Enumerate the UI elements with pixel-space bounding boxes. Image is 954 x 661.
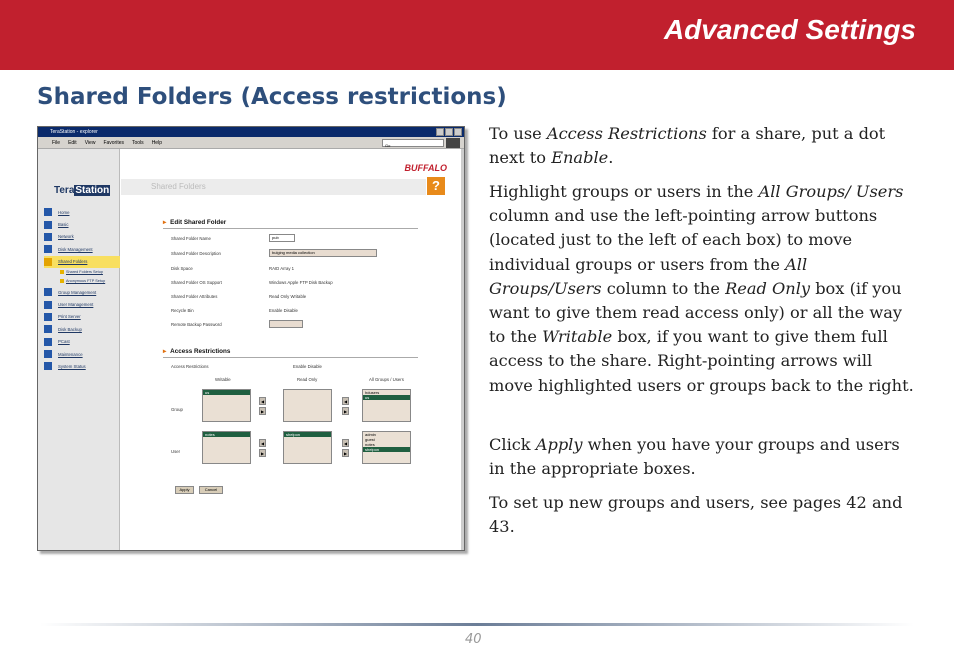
move-left-arrow: ◀ bbox=[260, 399, 265, 404]
folder-description-label: Shared Folder Description bbox=[171, 251, 221, 256]
instruction-paragraph-2 bbox=[489, 180, 919, 398]
group-read-only-list bbox=[283, 389, 332, 422]
move-right-arrow: ▶ bbox=[260, 409, 265, 414]
list-item: us bbox=[363, 395, 410, 400]
menu-edit: Edit bbox=[68, 140, 77, 146]
folder-name-label: Shared Folder Name bbox=[171, 236, 211, 241]
menu-file: File bbox=[52, 140, 61, 146]
text-italic: Read Only bbox=[725, 278, 811, 298]
disk-space-value: RAID Array 1 bbox=[269, 266, 295, 271]
menu-help: Help bbox=[151, 140, 162, 146]
sidebar-item-label: User Management bbox=[58, 302, 94, 308]
group-row-label: Group bbox=[171, 407, 183, 412]
sidebar-item bbox=[44, 243, 120, 255]
text: column and use the left-pointing arrow buttons (located just to the left of each box) to move individual groups or users from the bbox=[489, 206, 878, 274]
nav-icon bbox=[60, 270, 64, 274]
recycle-bin-options: Enable Disable bbox=[269, 308, 298, 313]
go-button bbox=[446, 138, 460, 148]
text-italic: All Groups/Users bbox=[489, 254, 808, 298]
go-label: Go bbox=[385, 143, 391, 148]
remote-backup-password-label: Remote Backup Password bbox=[171, 322, 222, 327]
text-italic: Access Restrictions bbox=[546, 124, 707, 143]
sidebar-item-label: System Status bbox=[58, 363, 86, 369]
apply-button: Apply bbox=[175, 486, 194, 494]
footer-divider bbox=[40, 623, 914, 626]
text: when you have your groups and users in the appropriate boxes. bbox=[489, 435, 900, 479]
user-row-label: User bbox=[171, 449, 181, 454]
menu-tools: Tools bbox=[132, 140, 144, 146]
window-title: TeraStation - explorer bbox=[50, 129, 98, 135]
sidebar-item bbox=[44, 268, 120, 277]
sidebar-nav-list bbox=[44, 206, 120, 373]
sidebar-item-label: Shared Folders Setup bbox=[66, 270, 103, 275]
move-left-arrow: ◀ bbox=[343, 399, 348, 404]
all-groups-users-column-header: All Groups / Users bbox=[369, 377, 404, 382]
text: box, if you want to give them full access to the share. Right-pointing arrows will move highlighted users or groups back to the right. bbox=[489, 327, 914, 395]
sidebar-item bbox=[44, 286, 120, 298]
nav-icon bbox=[44, 338, 52, 346]
help-icon: ? bbox=[427, 177, 445, 195]
menu-favorites: Favorites bbox=[103, 140, 124, 146]
sidebar-item bbox=[44, 360, 120, 372]
group-all-list bbox=[362, 389, 411, 422]
list-item: hdusers bbox=[365, 390, 380, 395]
folder-name-field: pub bbox=[269, 234, 295, 242]
instruction-paragraph-4: To set up new groups and users, see pages 42 and 43. bbox=[489, 493, 903, 537]
list-item: shelpon bbox=[284, 432, 331, 437]
list-item: notes bbox=[365, 442, 375, 447]
sidebar-item bbox=[44, 218, 120, 230]
folder-description-field: bulging media collection bbox=[269, 249, 377, 257]
nav-icon bbox=[44, 288, 52, 296]
text: box (if you want to give them read access only) or all the way to the bbox=[489, 278, 903, 347]
move-right-arrow: ▶ bbox=[343, 409, 348, 414]
move-left-arrow: ◀ bbox=[260, 441, 265, 446]
list-item: notes bbox=[203, 432, 250, 437]
sidebar-item bbox=[44, 256, 120, 268]
edit-shared-folder-heading: ▸ Edit Shared Folder bbox=[163, 219, 226, 226]
list-item: shelpon bbox=[363, 447, 410, 452]
nav-icon bbox=[44, 313, 52, 321]
minimize-icon bbox=[436, 128, 444, 136]
list-item: admin bbox=[365, 432, 376, 437]
writable-column-header: Writable bbox=[215, 377, 231, 382]
instruction-paragraph-1 bbox=[489, 122, 919, 170]
sidebar-item-label: Disk Management bbox=[58, 246, 93, 252]
logo-suffix: Station bbox=[75, 185, 110, 196]
sidebar-item bbox=[44, 277, 120, 286]
section-divider bbox=[163, 228, 418, 229]
user-all-list bbox=[362, 431, 411, 464]
text-italic: All Groups/ Users bbox=[758, 182, 904, 201]
close-icon bbox=[454, 128, 462, 136]
user-read-only-list bbox=[283, 431, 332, 464]
nav-icon bbox=[44, 350, 52, 358]
sidebar-item-label: Disk Backup bbox=[58, 326, 82, 332]
list-item: us bbox=[203, 390, 250, 395]
nav-icon bbox=[44, 325, 52, 333]
sidebar-item bbox=[44, 298, 120, 310]
pane-title: Shared Folders bbox=[121, 179, 426, 195]
text: for a share, put a dot next to bbox=[489, 124, 886, 168]
group-writable-list bbox=[202, 389, 251, 422]
access-restrictions-heading: ▸ Access Restrictions bbox=[163, 348, 230, 355]
cancel-button: Cancel bbox=[199, 486, 223, 494]
sidebar-item-label: Shared Folders bbox=[58, 259, 88, 265]
header-banner bbox=[0, 0, 954, 70]
access-restrictions-label: Access Restrictions bbox=[171, 364, 209, 369]
page-number: 40 bbox=[465, 632, 482, 647]
move-left-arrow: ◀ bbox=[343, 441, 348, 446]
sidebar-item-label: Network bbox=[58, 234, 74, 240]
recycle-bin-label: Recycle Bin bbox=[171, 308, 194, 313]
os-support-options: Windows Apple FTP Disk Backup bbox=[269, 280, 333, 285]
disk-space-label: Disk Space bbox=[171, 266, 193, 271]
sidebar-item-label: Print Server bbox=[58, 314, 81, 320]
nav-icon bbox=[44, 233, 52, 241]
settings-sidebar bbox=[38, 149, 120, 550]
page-title: Advanced Settings bbox=[663, 14, 916, 45]
terastation-screenshot bbox=[37, 126, 465, 551]
scrollbar bbox=[461, 149, 464, 550]
nav-icon bbox=[44, 245, 52, 253]
read-only-column-header: Read Only bbox=[297, 377, 318, 382]
folder-attributes-label: Shared Folder Attributes bbox=[171, 294, 218, 299]
section-title: Shared Folders (Access restrictions) bbox=[37, 84, 507, 110]
address-box bbox=[382, 139, 444, 147]
os-support-label: Shared Folder OS Support bbox=[171, 280, 222, 285]
text: Highlight groups or users in the bbox=[489, 182, 759, 201]
window-title-bar bbox=[38, 127, 464, 137]
nav-icon bbox=[44, 208, 52, 216]
text-italic: Apply bbox=[535, 435, 583, 454]
sidebar-item-label: Maintenance bbox=[58, 351, 83, 357]
user-writable-list bbox=[202, 431, 251, 464]
text-italic: Writable bbox=[542, 327, 613, 347]
browser-menu-bar bbox=[38, 137, 464, 149]
settings-content bbox=[121, 149, 461, 550]
instruction-paragraph-3 bbox=[489, 433, 919, 481]
nav-icon bbox=[44, 362, 52, 370]
nav-icon bbox=[44, 258, 52, 266]
section-divider bbox=[163, 357, 418, 358]
list-item: guest bbox=[365, 437, 375, 442]
access-restrictions-options: Enable Disable bbox=[293, 364, 322, 369]
sidebar-item-label: Home bbox=[58, 209, 70, 215]
sidebar-item bbox=[44, 323, 120, 335]
text: column to the bbox=[601, 278, 726, 298]
text: Click bbox=[489, 435, 536, 454]
move-right-arrow: ▶ bbox=[260, 451, 265, 456]
sidebar-item-label: Anonymous FTP Setup bbox=[66, 279, 106, 284]
sidebar-item bbox=[44, 311, 120, 323]
sidebar-item bbox=[44, 348, 120, 360]
nav-icon bbox=[44, 221, 52, 229]
menu-view: View bbox=[84, 140, 96, 146]
window-controls bbox=[436, 128, 462, 136]
sidebar-item bbox=[44, 206, 120, 218]
text: . bbox=[608, 148, 614, 168]
sidebar-item-label: PCast bbox=[58, 339, 70, 345]
nav-icon bbox=[44, 301, 52, 309]
sidebar-item-label: Group Management bbox=[58, 289, 97, 295]
terastation-logo bbox=[38, 179, 120, 203]
logo-prefix: Tera bbox=[54, 185, 75, 196]
move-right-arrow: ▶ bbox=[343, 451, 348, 456]
remote-backup-password-field bbox=[269, 320, 303, 328]
sidebar-item bbox=[44, 336, 120, 348]
text: To use bbox=[489, 124, 547, 143]
maximize-icon bbox=[445, 128, 453, 136]
sidebar-item bbox=[44, 231, 120, 243]
folder-attributes-options: Read Only Writable bbox=[269, 294, 307, 299]
text-italic: Enable bbox=[551, 148, 609, 168]
buffalo-logo: BUFFALO bbox=[404, 163, 447, 173]
sidebar-item-label: Basic bbox=[58, 222, 69, 228]
nav-icon bbox=[60, 279, 64, 283]
